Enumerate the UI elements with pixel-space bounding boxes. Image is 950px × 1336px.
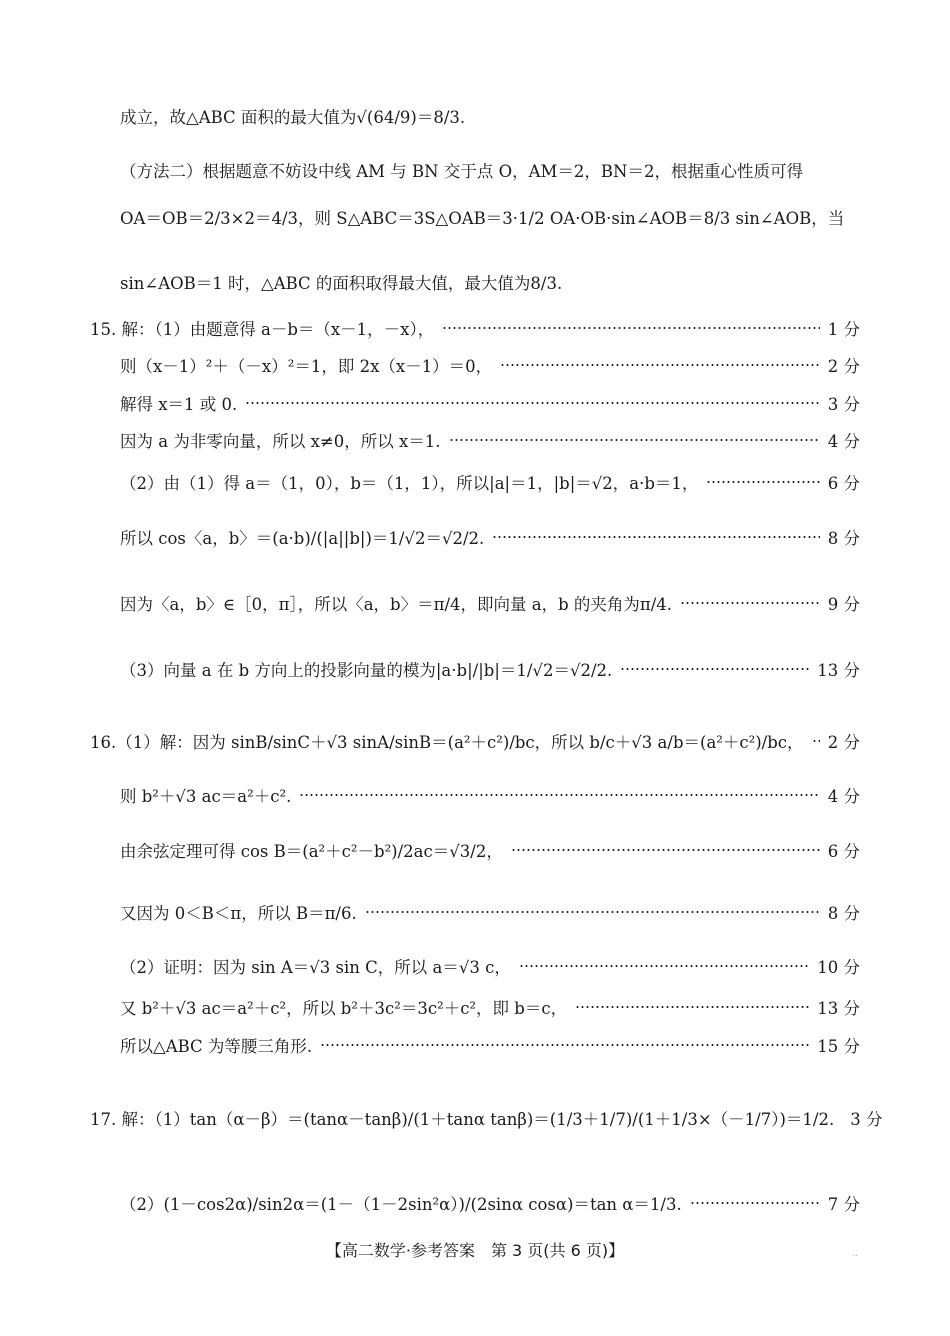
score: 4 分: [827, 432, 860, 451]
score: 6 分: [827, 474, 860, 493]
score: 1 分: [827, 320, 860, 339]
score: 8 分: [827, 904, 860, 923]
leader-dots: [299, 794, 819, 796]
score: 3 分: [850, 1110, 883, 1129]
q15-line-3: 解得 x＝1 或 0. 3 分: [120, 391, 860, 415]
score: 8 分: [827, 529, 860, 548]
leader-dots: [620, 668, 809, 670]
leader-dots: [500, 364, 820, 366]
leader-dots: [511, 849, 820, 851]
page-footer: 【高二数学·参考答案 第 3 页(共 6 页)】: [325, 1241, 625, 1260]
q15-line-8: （3）向量 a 在 b 方向上的投影向量的模为|a·b|/|b|＝1/√2＝√2/2. 13 分: [120, 657, 860, 681]
leader-dots: [492, 536, 819, 538]
score: 4 分: [827, 787, 860, 806]
score: 2 分: [827, 733, 860, 752]
q15-line-4: 因为 a 为非零向量，所以 x≠0，所以 x＝1. 4 分: [120, 428, 860, 452]
q16-line-2: 则 b²＋√3 ac＝a²＋c². 4 分: [120, 783, 860, 807]
q17-line-1: 17. 解：（1）tan（α－β）＝(tanα－tanβ)/(1＋tanα tanβ)＝(1/3＋1/7)/(1＋1/3×（－1/7）)＝1/2. 3 分: [90, 1106, 860, 1130]
score: 10 分: [817, 958, 860, 977]
line-2: （方法二）根据题意不妨设中线 AM 与 BN 交于点 O，AM＝2，BN＝2，根据重心性质可得: [120, 162, 803, 181]
q17-line-2: （2）(1－cos2α)/sin2α＝(1－（1－2sin²α）)/(2sinα cosα)＝tan α＝1/3. 7 分: [120, 1191, 860, 1215]
leader-dots: [245, 402, 819, 404]
leader-dots: [812, 740, 820, 742]
score: 13 分: [817, 999, 860, 1018]
q16-line-5: （2）证明：因为 sin A＝√3 sin C，所以 a＝√3 c， 10 分: [120, 954, 860, 978]
leader-dots: [519, 965, 809, 967]
score: 3 分: [827, 395, 860, 414]
q15-line-5: （2）由（1）得 a＝（1，0），b＝（1，1），所以|a|＝1，|b|＝√2，a·b＝1， 6 分: [120, 470, 860, 494]
q15-line-1: 15. 解：（1）由题意得 a－b＝（x－1，－x）， 1 分: [90, 316, 860, 340]
line-3: OA＝OB＝2/3×2＝4/3，则 S△ABC＝3S△OAB＝3·1/2 OA·OB·sin∠AOB＝8/3 sin∠AOB，当: [120, 209, 845, 228]
q15-line-6: 所以 cos〈a，b〉＝(a·b)/(|a||b|)＝1/√2＝√2/2. 8 分: [120, 525, 860, 549]
leader-dots: [706, 481, 819, 483]
q16-line-1: 16.（1）解：因为 sinB/sinC＋√3 sinA/sinB＝(a²＋c²)/bc，所以 b/c＋√3 a/b＝(a²＋c²)/bc， 2 分: [90, 729, 860, 753]
q15-line-7: 因为〈a，b〉∈［0，π］，所以〈a，b〉＝π/4，即向量 a，b 的夹角为π/4. 9 分: [120, 591, 860, 615]
q16-line-6: 又 b²＋√3 ac＝a²＋c²，所以 b²＋3c²＝3c²＋c²，即 b＝c， 13 分: [120, 995, 860, 1019]
corner-mark: ..: [853, 1250, 858, 1258]
leader-dots: [365, 911, 820, 913]
leader-dots: [575, 1006, 809, 1008]
q16-line-7: 所以△ABC 为等腰三角形. 15 分: [120, 1033, 860, 1057]
leader-dots: [320, 1044, 809, 1046]
score: 2 分: [827, 357, 860, 376]
line-1: 成立，故△ABC 面积的最大值为√(64/9)＝8/3.: [120, 108, 466, 127]
score: 6 分: [827, 842, 860, 861]
q15-line-2: 则（x－1）²＋（－x）²＝1，即 2x（x－1）＝0， 2 分: [120, 353, 860, 377]
score: 7 分: [827, 1195, 860, 1214]
leader-dots: [442, 327, 820, 329]
line-4: sin∠AOB＝1 时，△ABC 的面积取得最大值，最大值为8/3.: [120, 274, 563, 293]
leader-dots: [449, 439, 820, 441]
q16-line-4: 又因为 0＜B＜π，所以 B＝π/6. 8 分: [120, 900, 860, 924]
q16-line-3: 由余弦定理可得 cos B＝(a²＋c²－b²)/2ac＝√3/2， 6 分: [120, 838, 860, 862]
score: 15 分: [817, 1037, 860, 1056]
score: 9 分: [827, 595, 860, 614]
leader-dots: [680, 602, 820, 604]
score: 13 分: [817, 661, 860, 680]
leader-dots: [690, 1202, 820, 1204]
